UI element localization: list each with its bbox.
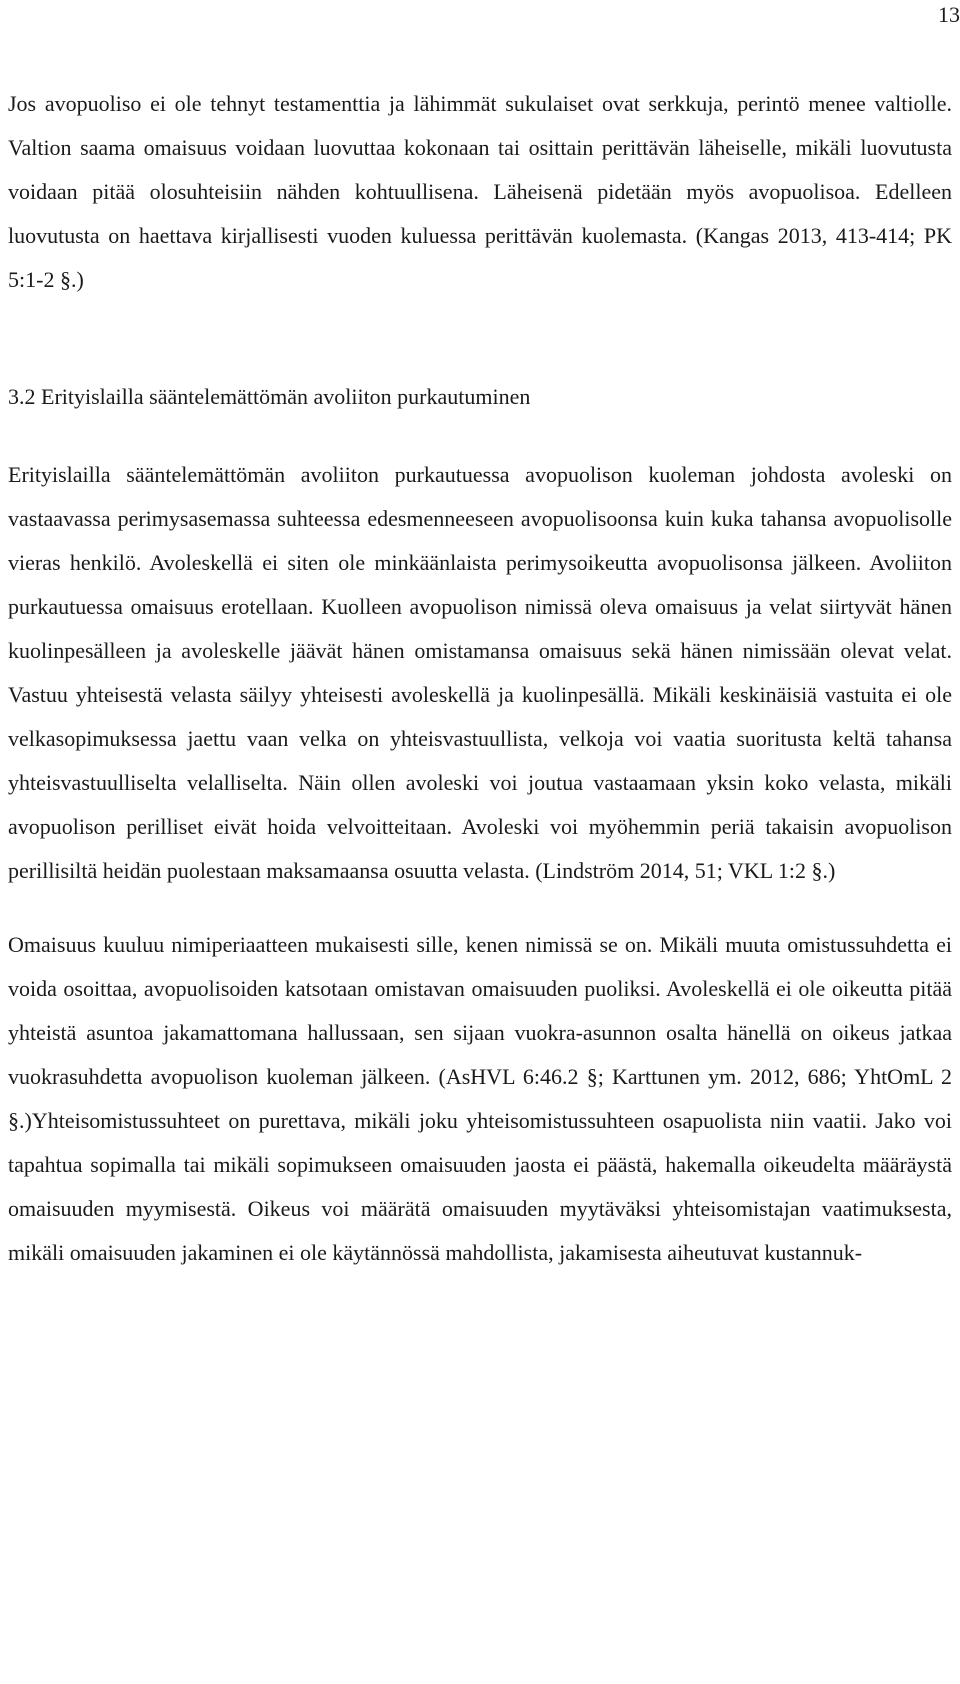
section-heading: 3.2 Erityislailla sääntelemättömän avoliiton purkautuminen <box>8 384 531 409</box>
document-body <box>8 82 952 1275</box>
page-number: 13 <box>938 2 960 27</box>
paragraph-property-ownership: Omaisuus kuuluu nimiperiaatteen mukaisesti sille, kenen nimissä se on. Mikäli muuta omistussuhdetta ei voida osoittaa, avopuolisoiden katsotaan omistavan omaisuuden puoliksi. Avoleskellä ei ole oikeutta pitää yhteistä asuntoa jakamattomana hallussaan, sen sijaan vuokra-asunnon osalta hänellä on oikeus jatkaa vuokrasuhdetta avopuolison kuoleman jälkeen. (AsHVL 6:46.2 §; Karttunen ym. 2012, 686; YhtOmL 2 §.)Yhteisomistussuhteet on purettava, mikäli joku yhteisomistussuhteen osapuolista niin vaatii. Jako voi tapahtua sopimalla tai mikäli sopimukseen omaisuuden jaosta ei päästä, hakemalla oikeudelta määräystä omaisuuden myymisestä. Oikeus voi määrätä omaisuuden myytäväksi yhteisomistajan vaatimuksesta, mikäli omaisuuden jakaminen ei ole käytännössä mahdollista, jakamisesta aiheutuvat kustannuk- <box>8 932 952 1265</box>
paragraph-inheritance-state: Jos avopuoliso ei ole tehnyt testamenttia ja lähimmät sukulaiset ovat serkkuja, perintö menee valtiolle. Valtion saama omaisuus voidaan luovuttaa kokonaan tai osittain perittävän läheiselle, mikäli luovutusta voidaan pitää olosuhteisiin nähden kohtuullisena. Läheisenä pidetään myös avopuolisoa. Edelleen luovutusta on haettava kirjallisesti vuoden kuluessa perittävän kuolemasta. (Kangas 2013, 413-414; PK 5:1-2 §.) <box>8 91 952 292</box>
paragraph-dissolution: Erityislailla sääntelemättömän avoliiton purkautuessa avopuolison kuoleman johdosta avoleski on vastaavassa perimysasemassa suhteessa edesmenneeseen avopuolisoonsa kuin kuka tahansa avopuolisolle vieras henkilö. Avoleskellä ei siten ole minkäänlaista perimysoikeutta avopuolisonsa jälkeen. Avoliiton purkautuessa omaisuus erotellaan. Kuolleen avopuolison nimissä oleva omaisuus ja velat siirtyvät hänen kuolinpesälleen ja avoleskelle jäävät hänen omistamansa omaisuus sekä hänen nimissään olevat velat. Vastuu yhteisestä velasta säilyy yhteisesti avoleskellä ja kuolinpesällä. Mikäli keskinäisiä vastuita ei ole velkasopimuksessa jaettu vaan velka on yhteisvastuullista, velkoja voi vaatia suoritusta keltä tahansa yhteisvastuulliselta velalliselta. Näin ollen avoleski voi joutua vastaamaan yksin koko velasta, mikäli avopuolison perilliset eivät hoida velvoitteitaan. Avoleski voi myöhemmin periä takaisin avopuolison perillisiltä heidän puolestaan maksamaansa osuutta velasta. (Lindström 2014, 51; VKL 1:2 §.) <box>8 462 952 883</box>
